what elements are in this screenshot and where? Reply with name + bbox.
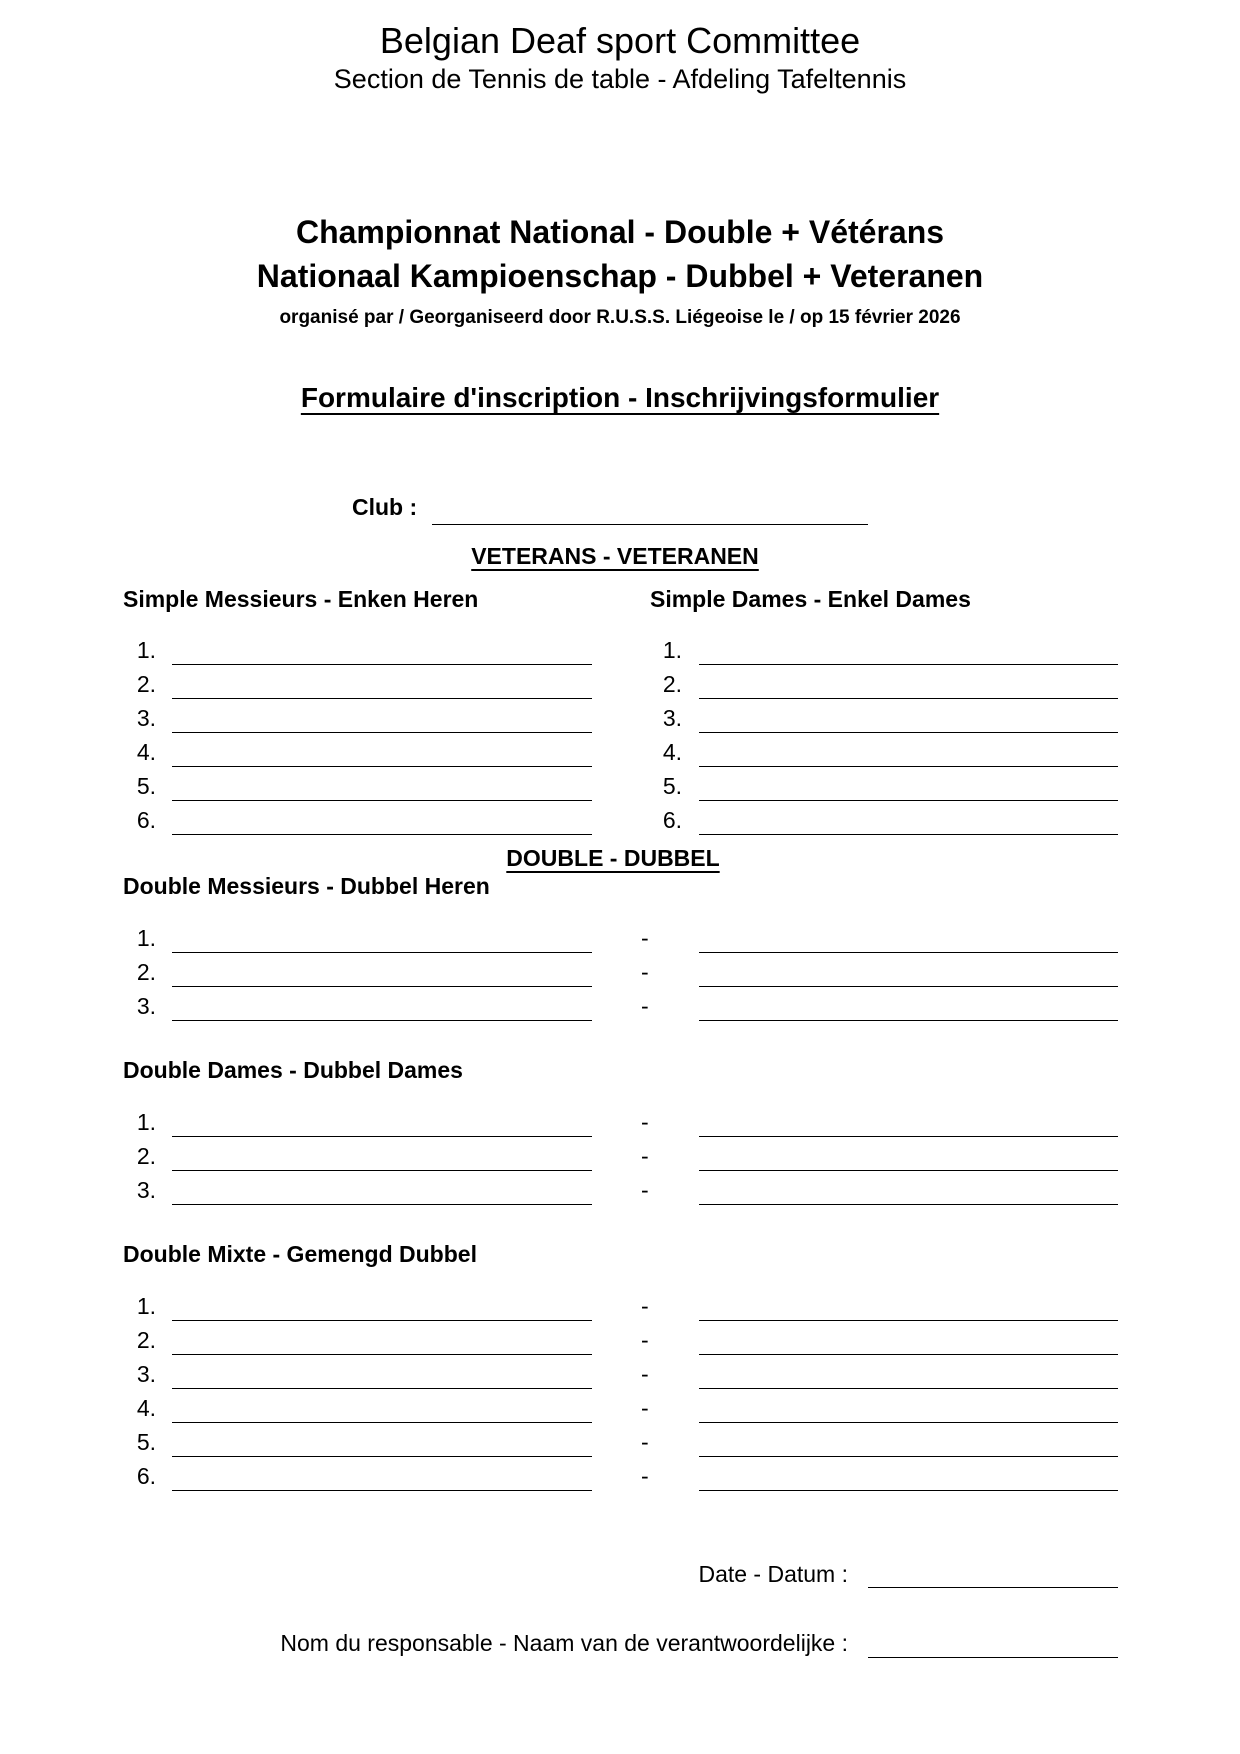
row-number: 5. bbox=[662, 773, 682, 799]
row-number: 1. bbox=[136, 637, 156, 663]
double-mixed-player1-3[interactable] bbox=[172, 1388, 592, 1389]
pair-separator: - bbox=[641, 1395, 649, 1421]
row-number: 1. bbox=[136, 925, 156, 951]
pair-separator: - bbox=[641, 925, 649, 951]
simple-women-entry-5[interactable] bbox=[699, 800, 1118, 801]
double-mixed-player2-4[interactable] bbox=[699, 1422, 1118, 1423]
row-number: 2. bbox=[662, 671, 682, 697]
row-number: 4. bbox=[136, 739, 156, 765]
double-women-player2-2[interactable] bbox=[699, 1170, 1118, 1171]
row-number: 3. bbox=[662, 705, 682, 731]
pair-separator: - bbox=[641, 1361, 649, 1387]
double-men-player1-3[interactable] bbox=[172, 1020, 592, 1021]
double-mixed-player1-5[interactable] bbox=[172, 1456, 592, 1457]
responsible-label: Nom du responsable - Naam van de verantwoordelijke : bbox=[280, 1630, 848, 1656]
pair-separator: - bbox=[641, 1143, 649, 1169]
row-number: 3. bbox=[136, 705, 156, 731]
row-number: 2. bbox=[136, 1143, 156, 1169]
section-name: Section de Tennis de table - Afdeling Tafeltennis bbox=[333, 64, 907, 94]
doubles-heading: DOUBLE - DUBBEL bbox=[506, 845, 720, 871]
simple-men-entry-5[interactable] bbox=[172, 800, 592, 801]
form-title-text: Formulaire d'inscription - Inschrijvingsformulier bbox=[300, 382, 940, 413]
double-men-player2-3[interactable] bbox=[699, 1020, 1118, 1021]
double-men-player1-2[interactable] bbox=[172, 986, 592, 987]
double-men-player2-2[interactable] bbox=[699, 986, 1118, 987]
pair-separator: - bbox=[641, 1293, 649, 1319]
title-dutch: Nationaal Kampioenschap - Dubbel + Veteranen bbox=[256, 258, 984, 294]
club-label: Club : bbox=[352, 494, 418, 520]
row-number: 3. bbox=[136, 1177, 156, 1203]
club-field[interactable] bbox=[432, 524, 868, 525]
double-women-player2-1[interactable] bbox=[699, 1136, 1118, 1137]
double-mixed-player2-3[interactable] bbox=[699, 1388, 1118, 1389]
double-mixed-player1-2[interactable] bbox=[172, 1354, 592, 1355]
double-mixed-player2-2[interactable] bbox=[699, 1354, 1118, 1355]
row-number: 5. bbox=[136, 773, 156, 799]
row-number: 6. bbox=[136, 1463, 156, 1489]
veterans-heading: VETERANS - VETERANEN bbox=[471, 543, 759, 569]
row-number: 2. bbox=[136, 1327, 156, 1353]
double-mixed-player2-6[interactable] bbox=[699, 1490, 1118, 1491]
row-number: 4. bbox=[136, 1395, 156, 1421]
simple-women-entry-1[interactable] bbox=[699, 664, 1118, 665]
simple-men-entry-1[interactable] bbox=[172, 664, 592, 665]
row-number: 3. bbox=[136, 1361, 156, 1387]
date-label: Date - Datum : bbox=[698, 1561, 848, 1587]
row-number: 6. bbox=[662, 807, 682, 833]
pair-separator: - bbox=[641, 1109, 649, 1135]
pair-separator: - bbox=[641, 993, 649, 1019]
simple-women-label: Simple Dames - Enkel Dames bbox=[650, 586, 971, 612]
double-mixed-player2-1[interactable] bbox=[699, 1320, 1118, 1321]
row-number: 2. bbox=[136, 671, 156, 697]
double-men-player1-1[interactable] bbox=[172, 952, 592, 953]
pair-separator: - bbox=[641, 1327, 649, 1353]
row-number: 3. bbox=[136, 993, 156, 1019]
simple-women-entry-4[interactable] bbox=[699, 766, 1118, 767]
simple-men-label: Simple Messieurs - Enken Heren bbox=[123, 586, 479, 612]
double-men-player2-1[interactable] bbox=[699, 952, 1118, 953]
pair-separator: - bbox=[641, 1177, 649, 1203]
row-number: 1. bbox=[136, 1109, 156, 1135]
pair-separator: - bbox=[641, 1463, 649, 1489]
row-number: 1. bbox=[136, 1293, 156, 1319]
row-number: 4. bbox=[662, 739, 682, 765]
row-number: 5. bbox=[136, 1429, 156, 1455]
title-french: Championnat National - Double + Vétérans bbox=[295, 214, 945, 250]
simple-women-entry-6[interactable] bbox=[699, 834, 1118, 835]
organization-name: Belgian Deaf sport Committee bbox=[379, 20, 861, 61]
row-number: 6. bbox=[136, 807, 156, 833]
double-mixed-player2-5[interactable] bbox=[699, 1456, 1118, 1457]
simple-women-entry-2[interactable] bbox=[699, 698, 1118, 699]
double-women-player2-3[interactable] bbox=[699, 1204, 1118, 1205]
double-mixed-label: Double Mixte - Gemengd Dubbel bbox=[123, 1241, 477, 1267]
simple-men-entry-2[interactable] bbox=[172, 698, 592, 699]
double-mixed-player1-6[interactable] bbox=[172, 1490, 592, 1491]
date-field[interactable] bbox=[868, 1587, 1118, 1588]
double-women-player1-3[interactable] bbox=[172, 1204, 592, 1205]
double-mixed-player1-4[interactable] bbox=[172, 1422, 592, 1423]
row-number: 2. bbox=[136, 959, 156, 985]
pair-separator: - bbox=[641, 1429, 649, 1455]
responsible-field[interactable] bbox=[868, 1657, 1118, 1658]
simple-men-entry-4[interactable] bbox=[172, 766, 592, 767]
row-number: 1. bbox=[662, 637, 682, 663]
organizer-subtitle: organisé par / Georganiseerd door R.U.S.S. Liégeoise le / op 15 février 2026 bbox=[279, 307, 961, 328]
double-men-label: Double Messieurs - Dubbel Heren bbox=[123, 873, 490, 899]
double-women-player1-1[interactable] bbox=[172, 1136, 592, 1137]
simple-men-entry-6[interactable] bbox=[172, 834, 592, 835]
form-title bbox=[0, 382, 1240, 414]
simple-men-entry-3[interactable] bbox=[172, 732, 592, 733]
pair-separator: - bbox=[641, 959, 649, 985]
double-women-label: Double Dames - Dubbel Dames bbox=[123, 1057, 463, 1083]
double-mixed-player1-1[interactable] bbox=[172, 1320, 592, 1321]
double-women-player1-2[interactable] bbox=[172, 1170, 592, 1171]
simple-women-entry-3[interactable] bbox=[699, 732, 1118, 733]
